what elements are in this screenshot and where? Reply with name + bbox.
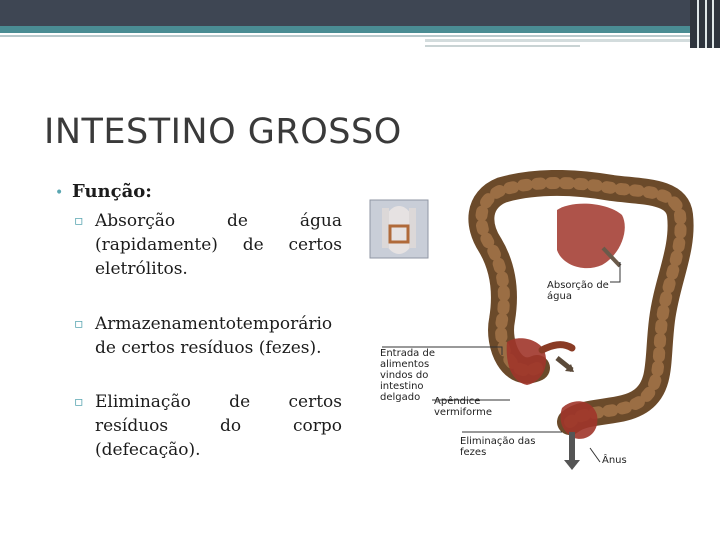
colon-shape [481,183,680,470]
label-eliminacao: Eliminação das fezes [460,436,536,458]
list-item-text: Absorção de água (rapidamente) de certos eletrólitos. [95,211,342,279]
header-accent-bar [0,26,720,33]
header-corner-stripe [712,0,714,48]
header-corner-stripe [705,0,707,48]
header-divider-short [425,39,720,42]
list-item [74,312,342,360]
label-absorcao: Absorção de água [547,280,609,302]
header-corner-stripe [697,0,699,48]
colon-diagram [362,170,702,470]
square-bullet-icon: ▫ [74,316,84,332]
square-bullet-icon: ▫ [74,394,84,410]
label-entrada: Entrada de alimentos vindos do intestino delgado [380,348,435,403]
square-bullet-icon: ▫ [74,213,84,229]
list-item [74,390,342,462]
label-anus: Ânus [602,455,627,466]
slide-title: INTESTINO GROSSO [44,112,402,152]
bullet-dot-icon: • [55,185,64,201]
body-thumbnail [370,200,428,258]
label-apendice: Apêndice vermiforme [434,396,492,418]
list-item [74,209,342,281]
list-item-text: Eliminação de certos resíduos do corpo (defecação). [95,392,342,460]
heading-text: Função: [72,181,152,202]
large-intestine-illustration [362,170,702,470]
header-divider [0,35,720,37]
list-item-text: Armazenamentotemporário de certos resíduos (fezes). [95,314,333,358]
header-divider-shorter [425,45,580,47]
header-bar [0,0,720,26]
